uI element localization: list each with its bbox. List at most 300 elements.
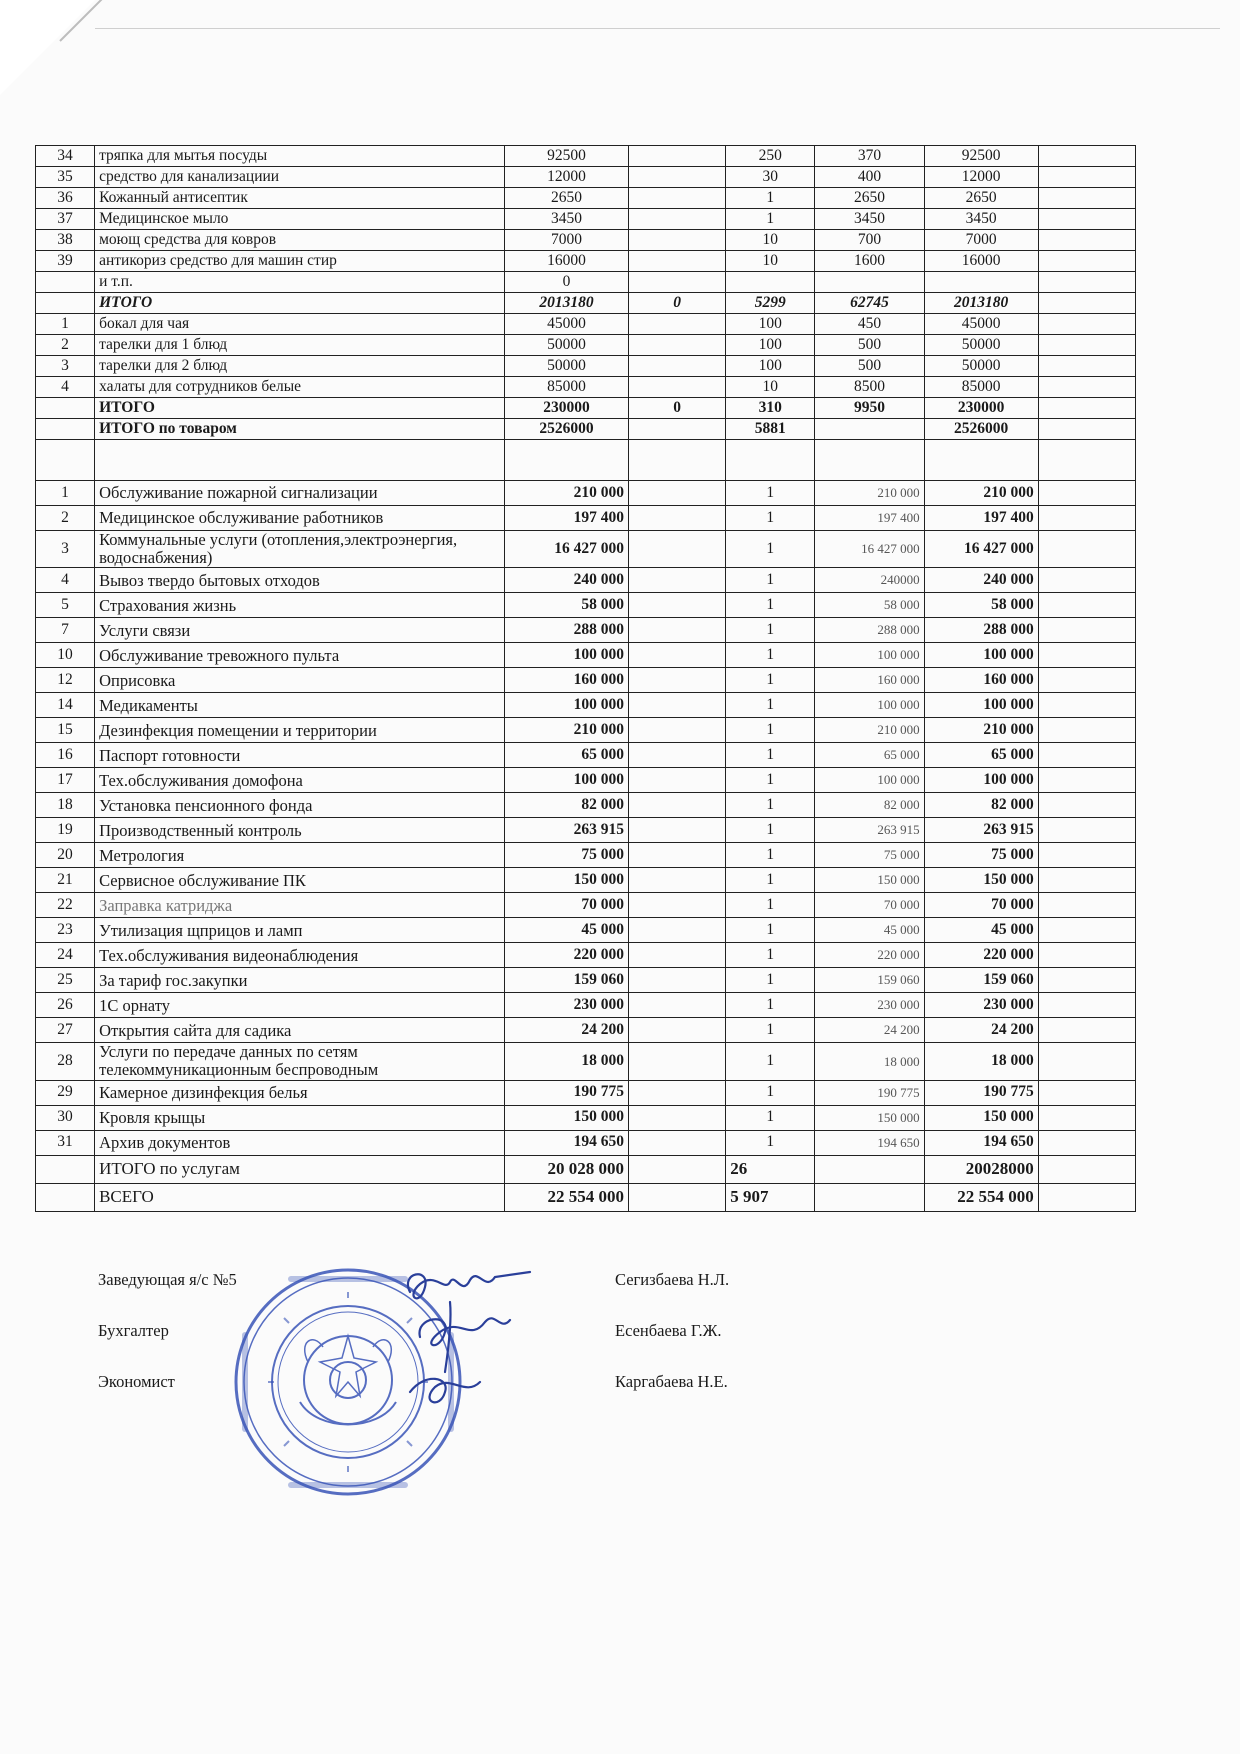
item-name-cell: Услуги по передаче данных по сетям телекоммуникационным беспроводным — [95, 1043, 505, 1080]
sum-cell: 220 000 — [924, 943, 1038, 968]
price-cell: 9950 — [815, 398, 924, 419]
extra-cell — [1038, 1043, 1135, 1080]
table-row — [36, 1080, 1136, 1105]
extra-cell — [1038, 506, 1135, 531]
extra-cell — [1038, 419, 1135, 440]
extra-cell — [1038, 768, 1135, 793]
quantity-cell: 10 — [726, 230, 815, 251]
item-name-cell: 1С орнату — [95, 993, 505, 1018]
table-row — [36, 593, 1136, 618]
quantity-cell: 310 — [726, 398, 815, 419]
table-row — [36, 618, 1136, 643]
item-name-cell: Камерное дизинфекция белья — [95, 1080, 505, 1105]
quantity-cell — [726, 440, 815, 481]
item-name-cell: моющ средства для ковров — [95, 230, 505, 251]
item-name-cell: Услуги связи — [95, 618, 505, 643]
sum-cell: 18 000 — [924, 1043, 1038, 1080]
table-row — [36, 668, 1136, 693]
sum-cell: 22 554 000 — [924, 1183, 1038, 1211]
quantity-cell: 1 — [726, 1080, 815, 1105]
item-name-cell: Медицинское обслуживание работников — [95, 506, 505, 531]
extra-cell — [1038, 718, 1135, 743]
extra-cell — [1038, 314, 1135, 335]
unit-cell — [629, 843, 726, 868]
unit-cell — [629, 531, 726, 568]
price-cell: 100 000 — [815, 693, 924, 718]
quantity-cell: 100 — [726, 335, 815, 356]
unit-cell — [629, 440, 726, 481]
table-row — [36, 1043, 1136, 1080]
unit-cell — [629, 618, 726, 643]
unit-cell — [629, 314, 726, 335]
unit-cell — [629, 868, 726, 893]
price-cell: 700 — [815, 230, 924, 251]
quantity-cell: 1 — [726, 793, 815, 818]
price-cell: 263 915 — [815, 818, 924, 843]
price-cell — [815, 272, 924, 293]
unit-cell — [629, 1105, 726, 1130]
sum-cell: 7000 — [924, 230, 1038, 251]
amount-cell: 288 000 — [504, 618, 628, 643]
row-number-cell: 1 — [36, 481, 95, 506]
table-row — [36, 377, 1136, 398]
price-cell: 370 — [815, 146, 924, 167]
extra-cell — [1038, 668, 1135, 693]
price-cell: 240000 — [815, 568, 924, 593]
price-cell: 500 — [815, 356, 924, 377]
item-name-cell: Медицинское мыло — [95, 209, 505, 230]
sum-cell: 24 200 — [924, 1018, 1038, 1043]
quantity-cell: 1 — [726, 818, 815, 843]
amount-cell: 100 000 — [504, 768, 628, 793]
row-number-cell — [36, 1155, 95, 1183]
row-number-cell — [36, 272, 95, 293]
sum-cell — [924, 272, 1038, 293]
quantity-cell: 5881 — [726, 419, 815, 440]
amount-cell — [504, 440, 628, 481]
table-row — [36, 943, 1136, 968]
sum-cell: 210 000 — [924, 718, 1038, 743]
sum-cell: 263 915 — [924, 818, 1038, 843]
price-cell: 400 — [815, 167, 924, 188]
quantity-cell: 1 — [726, 943, 815, 968]
extra-cell — [1038, 1018, 1135, 1043]
extra-cell — [1038, 440, 1135, 481]
amount-cell: 50000 — [504, 356, 628, 377]
sum-cell: 190 775 — [924, 1080, 1038, 1105]
sum-cell: 58 000 — [924, 593, 1038, 618]
item-name-cell: ИТОГО по услугам — [95, 1155, 505, 1183]
item-name-cell: За тариф гос.закупки — [95, 968, 505, 993]
row-number-cell: 18 — [36, 793, 95, 818]
quantity-cell: 1 — [726, 188, 815, 209]
table-row — [36, 1018, 1136, 1043]
extra-cell — [1038, 377, 1135, 398]
quantity-cell: 1 — [726, 643, 815, 668]
extra-cell — [1038, 531, 1135, 568]
item-name-cell: Сервисное обслуживание ПК — [95, 868, 505, 893]
item-name-cell: бокал для чая — [95, 314, 505, 335]
amount-cell: 210 000 — [504, 718, 628, 743]
price-cell: 18 000 — [815, 1043, 924, 1080]
table-row — [36, 251, 1136, 272]
row-number-cell — [36, 419, 95, 440]
amount-cell: 45 000 — [504, 918, 628, 943]
unit-cell — [629, 768, 726, 793]
unit-cell — [629, 568, 726, 593]
price-cell: 159 060 — [815, 968, 924, 993]
extra-cell — [1038, 943, 1135, 968]
row-number-cell: 16 — [36, 743, 95, 768]
quantity-cell: 1 — [726, 918, 815, 943]
amount-cell: 16 427 000 — [504, 531, 628, 568]
price-cell: 150 000 — [815, 868, 924, 893]
item-name-cell: Метрология — [95, 843, 505, 868]
table-row — [36, 335, 1136, 356]
extra-cell — [1038, 335, 1135, 356]
sum-cell: 92500 — [924, 146, 1038, 167]
quantity-cell: 1 — [726, 743, 815, 768]
row-number-cell: 3 — [36, 356, 95, 377]
unit-cell — [629, 1018, 726, 1043]
row-number-cell: 25 — [36, 968, 95, 993]
table-row — [36, 768, 1136, 793]
quantity-cell: 1 — [726, 718, 815, 743]
item-name-cell: Установка пенсионного фонда — [95, 793, 505, 818]
price-cell: 288 000 — [815, 618, 924, 643]
quantity-cell: 5 907 — [726, 1183, 815, 1211]
row-number-cell: 21 — [36, 868, 95, 893]
table-row — [36, 356, 1136, 377]
price-cell: 70 000 — [815, 893, 924, 918]
row-number-cell — [36, 398, 95, 419]
unit-cell — [629, 356, 726, 377]
item-name-cell: Кровля крыщы — [95, 1105, 505, 1130]
quantity-cell: 10 — [726, 377, 815, 398]
sum-cell: 2013180 — [924, 293, 1038, 314]
sum-cell: 230000 — [924, 398, 1038, 419]
row-number-cell: 1 — [36, 314, 95, 335]
row-number-cell: 36 — [36, 188, 95, 209]
quantity-cell: 10 — [726, 251, 815, 272]
quantity-cell: 1 — [726, 618, 815, 643]
table-row — [36, 314, 1136, 335]
row-number-cell: 37 — [36, 209, 95, 230]
item-name-cell: Кожанный антисептик — [95, 188, 505, 209]
price-cell: 150 000 — [815, 1105, 924, 1130]
quantity-cell: 1 — [726, 893, 815, 918]
quantity-cell: 1 — [726, 568, 815, 593]
quantity-cell — [726, 272, 815, 293]
sum-cell: 197 400 — [924, 506, 1038, 531]
sum-cell: 12000 — [924, 167, 1038, 188]
item-name-cell: антикориз средство для машин стир — [95, 251, 505, 272]
amount-cell: 159 060 — [504, 968, 628, 993]
unit-cell: 0 — [629, 398, 726, 419]
row-number-cell: 34 — [36, 146, 95, 167]
sum-cell: 100 000 — [924, 768, 1038, 793]
quantity-cell: 1 — [726, 593, 815, 618]
table-row — [36, 793, 1136, 818]
price-cell: 210 000 — [815, 718, 924, 743]
quantity-cell: 100 — [726, 314, 815, 335]
table-row — [36, 868, 1136, 893]
sum-cell: 70 000 — [924, 893, 1038, 918]
price-cell: 8500 — [815, 377, 924, 398]
amount-cell: 230000 — [504, 398, 628, 419]
amount-cell: 3450 — [504, 209, 628, 230]
quantity-cell: 1 — [726, 668, 815, 693]
sum-cell: 82 000 — [924, 793, 1038, 818]
row-number-cell: 24 — [36, 943, 95, 968]
amount-cell: 92500 — [504, 146, 628, 167]
extra-cell — [1038, 167, 1135, 188]
unit-cell — [629, 993, 726, 1018]
sum-cell: 50000 — [924, 335, 1038, 356]
extra-cell — [1038, 1105, 1135, 1130]
amount-cell: 75 000 — [504, 843, 628, 868]
item-name-cell: халаты для сотрудников белые — [95, 377, 505, 398]
unit-cell — [629, 1130, 726, 1155]
price-cell: 500 — [815, 335, 924, 356]
amount-cell: 58 000 — [504, 593, 628, 618]
quantity-cell: 250 — [726, 146, 815, 167]
price-cell: 230 000 — [815, 993, 924, 1018]
sum-cell: 100 000 — [924, 693, 1038, 718]
table-row — [36, 209, 1136, 230]
unit-cell — [629, 1043, 726, 1080]
row-number-cell: 2 — [36, 335, 95, 356]
table-row — [36, 843, 1136, 868]
unit-cell — [629, 668, 726, 693]
unit-cell — [629, 481, 726, 506]
item-name-cell: ИТОГО по товаром — [95, 419, 505, 440]
amount-cell: 7000 — [504, 230, 628, 251]
quantity-cell: 100 — [726, 356, 815, 377]
quantity-cell: 1 — [726, 506, 815, 531]
sum-cell: 240 000 — [924, 568, 1038, 593]
extra-cell — [1038, 251, 1135, 272]
item-name-cell: тарелки для 2 блюд — [95, 356, 505, 377]
amount-cell: 240 000 — [504, 568, 628, 593]
extra-cell — [1038, 1130, 1135, 1155]
amount-cell: 20 028 000 — [504, 1155, 628, 1183]
item-name-cell: тряпка для мытья посуды — [95, 146, 505, 167]
table-row — [36, 506, 1136, 531]
unit-cell — [629, 918, 726, 943]
amount-cell: 100 000 — [504, 643, 628, 668]
table-row — [36, 693, 1136, 718]
price-cell — [815, 1155, 924, 1183]
sum-cell: 2650 — [924, 188, 1038, 209]
sum-cell: 50000 — [924, 356, 1038, 377]
item-name-cell: Дезинфекция помещении и территории — [95, 718, 505, 743]
extra-cell — [1038, 893, 1135, 918]
extra-cell — [1038, 868, 1135, 893]
item-name-cell: тарелки для 1 блюд — [95, 335, 505, 356]
row-number-cell: 27 — [36, 1018, 95, 1043]
row-number-cell: 23 — [36, 918, 95, 943]
sum-cell: 20028000 — [924, 1155, 1038, 1183]
item-name-cell: Тех.обслуживания домофона — [95, 768, 505, 793]
price-cell: 2650 — [815, 188, 924, 209]
folded-corner — [0, 0, 95, 95]
unit-cell — [629, 968, 726, 993]
unit-cell — [629, 146, 726, 167]
amount-cell: 150 000 — [504, 868, 628, 893]
amount-cell: 2526000 — [504, 419, 628, 440]
extra-cell — [1038, 918, 1135, 943]
table-row — [36, 1105, 1136, 1130]
quantity-cell: 1 — [726, 1105, 815, 1130]
unit-cell — [629, 593, 726, 618]
table-row — [36, 481, 1136, 506]
price-cell: 160 000 — [815, 668, 924, 693]
amount-cell: 190 775 — [504, 1080, 628, 1105]
extra-cell — [1038, 693, 1135, 718]
amount-cell: 197 400 — [504, 506, 628, 531]
extra-cell — [1038, 230, 1135, 251]
unit-cell — [629, 209, 726, 230]
quantity-cell: 1 — [726, 843, 815, 868]
quantity-cell: 1 — [726, 968, 815, 993]
item-name-cell: Утилизация щприцов и ламп — [95, 918, 505, 943]
extra-cell — [1038, 843, 1135, 868]
sum-cell: 160 000 — [924, 668, 1038, 693]
quantity-cell: 1 — [726, 1130, 815, 1155]
row-number-cell: 35 — [36, 167, 95, 188]
unit-cell — [629, 818, 726, 843]
amount-cell: 230 000 — [504, 993, 628, 1018]
table-row — [36, 818, 1136, 843]
table-row — [36, 743, 1136, 768]
table-row — [36, 272, 1136, 293]
price-cell: 62745 — [815, 293, 924, 314]
table-row — [36, 718, 1136, 743]
item-name-cell: Страхования жизнь — [95, 593, 505, 618]
price-cell: 75 000 — [815, 843, 924, 868]
row-number-cell: 17 — [36, 768, 95, 793]
price-cell: 3450 — [815, 209, 924, 230]
price-cell: 100 000 — [815, 768, 924, 793]
price-cell: 65 000 — [815, 743, 924, 768]
unit-cell — [629, 167, 726, 188]
sum-cell: 85000 — [924, 377, 1038, 398]
quantity-cell: 1 — [726, 481, 815, 506]
sum-cell: 75 000 — [924, 843, 1038, 868]
sum-cell: 16000 — [924, 251, 1038, 272]
row-number-cell: 29 — [36, 1080, 95, 1105]
sum-cell: 210 000 — [924, 481, 1038, 506]
price-cell: 58 000 — [815, 593, 924, 618]
table-row — [36, 398, 1136, 419]
table-row — [36, 531, 1136, 568]
quantity-cell: 1 — [726, 868, 815, 893]
extra-cell — [1038, 793, 1135, 818]
sum-cell — [924, 440, 1038, 481]
row-number-cell: 10 — [36, 643, 95, 668]
quantity-cell: 1 — [726, 693, 815, 718]
sum-cell: 159 060 — [924, 968, 1038, 993]
row-number-cell: 7 — [36, 618, 95, 643]
row-number-cell: 31 — [36, 1130, 95, 1155]
amount-cell: 18 000 — [504, 1043, 628, 1080]
quantity-cell: 1 — [726, 1018, 815, 1043]
handwritten-signatures — [390, 1262, 560, 1432]
item-name-cell: Коммунальные услуги (отопления,электроэнергия, водоснабжения) — [95, 531, 505, 568]
unit-cell — [629, 272, 726, 293]
sum-cell: 3450 — [924, 209, 1038, 230]
price-cell — [815, 1183, 924, 1211]
row-number-cell: 26 — [36, 993, 95, 1018]
unit-cell — [629, 1155, 726, 1183]
amount-cell: 194 650 — [504, 1130, 628, 1155]
price-cell: 450 — [815, 314, 924, 335]
table-row — [36, 419, 1136, 440]
unit-cell — [629, 506, 726, 531]
extra-cell — [1038, 293, 1135, 314]
quantity-cell: 26 — [726, 1155, 815, 1183]
item-name-cell: Оприсовка — [95, 668, 505, 693]
table-row — [36, 643, 1136, 668]
item-name-cell — [95, 440, 505, 481]
cost-table-body — [36, 146, 1136, 1212]
extra-cell — [1038, 743, 1135, 768]
quantity-cell: 1 — [726, 531, 815, 568]
item-name-cell: Заправка катриджа — [95, 893, 505, 918]
sum-cell: 100 000 — [924, 643, 1038, 668]
amount-cell: 50000 — [504, 335, 628, 356]
cost-table — [35, 145, 1136, 1212]
item-name-cell: ИТОГО — [95, 293, 505, 314]
table-row — [36, 993, 1136, 1018]
extra-cell — [1038, 146, 1135, 167]
price-cell: 197 400 — [815, 506, 924, 531]
item-name-cell: Обслуживание тревожного пульта — [95, 643, 505, 668]
price-cell: 100 000 — [815, 643, 924, 668]
item-name-cell: ВСЕГО — [95, 1183, 505, 1211]
unit-cell — [629, 643, 726, 668]
price-cell: 45 000 — [815, 918, 924, 943]
unit-cell — [629, 693, 726, 718]
row-number-cell: 3 — [36, 531, 95, 568]
row-number-cell: 38 — [36, 230, 95, 251]
unit-cell: 0 — [629, 293, 726, 314]
table-row — [36, 440, 1136, 481]
unit-cell — [629, 1183, 726, 1211]
amount-cell: 2013180 — [504, 293, 628, 314]
row-number-cell: 30 — [36, 1105, 95, 1130]
row-number-cell: 19 — [36, 818, 95, 843]
item-name-cell: Медикаменты — [95, 693, 505, 718]
table-row — [36, 167, 1136, 188]
table-row — [36, 568, 1136, 593]
item-name-cell: Тех.обслуживания видеонаблюдения — [95, 943, 505, 968]
price-cell — [815, 440, 924, 481]
head-name: Сегизбаева Н.Л. — [615, 1270, 730, 1289]
extra-cell — [1038, 1155, 1135, 1183]
amount-cell: 65 000 — [504, 743, 628, 768]
economist-title: Экономист — [98, 1372, 175, 1391]
economist-name: Каргабаева Н.Е. — [615, 1372, 728, 1391]
price-cell: 190 775 — [815, 1080, 924, 1105]
price-cell: 210 000 — [815, 481, 924, 506]
table-row — [36, 918, 1136, 943]
extra-cell — [1038, 1080, 1135, 1105]
amount-cell: 16000 — [504, 251, 628, 272]
sum-cell: 150 000 — [924, 868, 1038, 893]
sum-cell: 45000 — [924, 314, 1038, 335]
